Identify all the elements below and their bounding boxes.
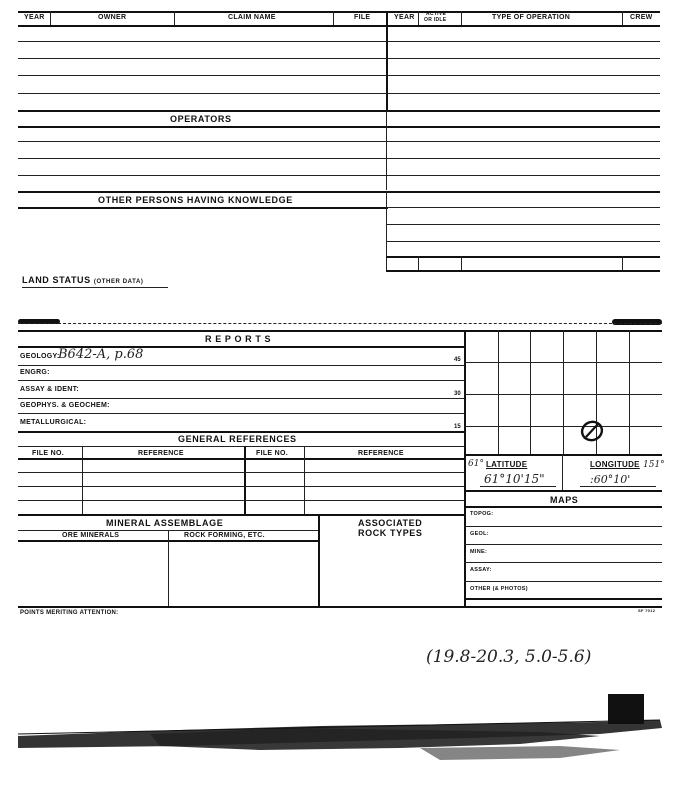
header-owner: OWNER (98, 14, 127, 21)
metallurgical-number: 15 (454, 424, 461, 430)
header-crew: CREW (630, 14, 653, 21)
maps-assay: ASSAY: (470, 567, 492, 573)
reports-heading: R E P O R T S (205, 334, 272, 344)
points-meriting-label: POINTS MERITING ATTENTION: (20, 610, 119, 616)
ref-reference-2: REFERENCE (358, 450, 404, 457)
geology-number: 45 (454, 357, 461, 363)
longitude-label: LONGITUDE (590, 460, 640, 469)
header-active: ACTIVE (426, 11, 447, 17)
maps-heading: MAPS (550, 495, 579, 505)
ref-file-no-2: FILE NO. (256, 450, 288, 457)
land-status-heading (22, 275, 144, 285)
latitude-value: 61°10'15" (484, 472, 545, 486)
header-year: YEAR (24, 14, 45, 21)
latitude-label: LATITUDE (486, 460, 528, 469)
associated-heading: ASSOCIATED (358, 518, 423, 528)
maps-other: OTHER (& PHOTOS) (470, 586, 528, 592)
ref-reference-1: REFERENCE (138, 450, 184, 457)
maps-mine: MINE: (470, 549, 488, 555)
header-claim-name: CLAIM NAME (228, 14, 276, 21)
rock-types-heading: ROCK TYPES (358, 528, 423, 538)
header-type-of-operation: TYPE OF OPERATION (492, 14, 571, 21)
longitude-value: :60°10' (590, 473, 631, 486)
circled-location-mark (578, 418, 606, 444)
ref-file-no-1: FILE NO. (32, 450, 64, 457)
mineral-assemblage-heading: MINERAL ASSEMBLAGE (106, 518, 224, 528)
general-references-heading: GENERAL REFERENCES (178, 434, 297, 444)
scan-smudge (0, 690, 678, 770)
maps-topog: TOPOG: (470, 511, 494, 517)
lat-prefix: 61° (468, 459, 484, 469)
geophys-label: GEOPHYS. & GEOCHEM: (20, 402, 110, 409)
land-status-note: (OTHER DATA) (93, 279, 144, 285)
lon-suffix: 151° (643, 460, 665, 470)
maps-geol: GEOL: (470, 531, 489, 537)
engrg-label: ENGRG: (20, 369, 50, 376)
geology-label: GEOLOGY: (20, 353, 60, 360)
header-or-idle: OR IDLE (424, 17, 447, 23)
land-status-label: LAND STATUS (22, 275, 91, 285)
header-year-2: YEAR (394, 14, 415, 21)
rock-forming-heading: ROCK FORMING, ETC. (184, 532, 265, 539)
other-persons-heading: OTHER PERSONS HAVING KNOWLEDGE (98, 195, 293, 205)
header-file: FILE (354, 14, 371, 21)
form-number: SF 7012 (638, 608, 656, 613)
operators-heading: OPERATORS (170, 114, 232, 124)
ore-minerals-heading: ORE MINERALS (62, 532, 120, 539)
metallurgical-label: METALLURGICAL: (20, 419, 87, 426)
assay-number: 30 (454, 391, 461, 397)
handwritten-coordinates: (19.8-20.3, 5.0-5.6) (426, 647, 592, 667)
geology-value: B642-A, p.68 (58, 347, 144, 362)
assay-label: ASSAY & IDENT: (20, 386, 80, 393)
